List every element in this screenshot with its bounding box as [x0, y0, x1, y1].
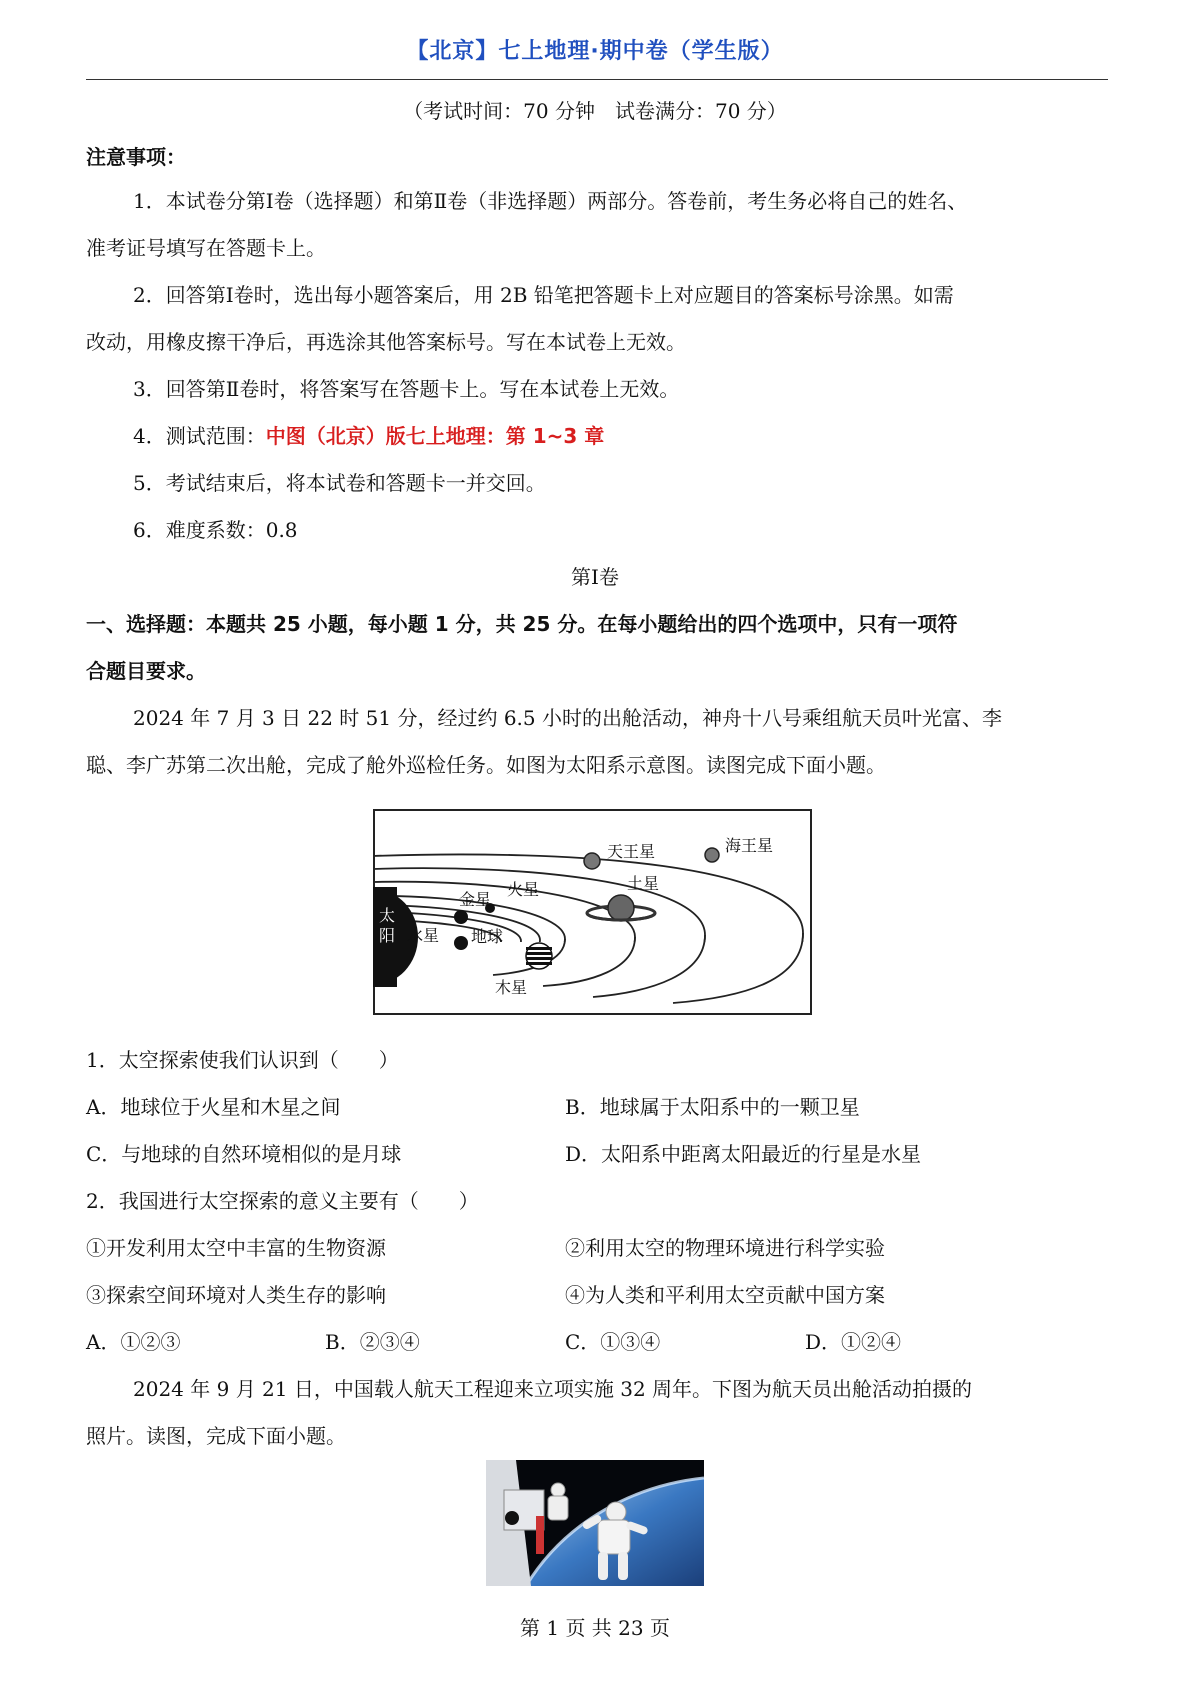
- note-item-5: 5．考试结束后，将本试卷和答题卡一并交回。: [133, 471, 546, 495]
- section-heading-line-2: 合题目要求。: [86, 659, 206, 683]
- uranus-icon: [584, 853, 600, 869]
- uranus-label: 天王星: [607, 842, 656, 861]
- question-2-statement-3: ③探索空间环境对人类生存的影响: [86, 1283, 386, 1307]
- question-2-statement-2: ②利用太空的物理环境进行科学实验: [565, 1236, 885, 1260]
- note-item-6: 6．难度系数：0.8: [133, 518, 298, 542]
- header-title: 【北京】七上地理·期中卷（学生版）: [406, 39, 784, 64]
- section-heading-line-1: 一、选择题：本题共 25 小题，每小题 1 分，共 25 分。在每小题给出的四个选项中，只有一项符: [86, 612, 958, 636]
- earth-icon: [454, 936, 468, 950]
- note-item-3: 3．回答第Ⅱ卷时，将答案写在答题卡上。写在本试卷上无效。: [133, 377, 680, 401]
- note-item-1-line-2: 准考证号填写在答题卡上。: [86, 236, 326, 260]
- question-2-option-c: C．①③④: [565, 1330, 661, 1354]
- neptune-label: 海王星: [725, 836, 774, 855]
- earth-label: 地球: [471, 927, 504, 946]
- jupiter-label: 木星: [495, 978, 528, 997]
- passage-2-line-1: 2024 年 9 月 21 日，中国载人航天工程迎来立项实施 32 周年。下图为航天员出舱活动拍摄的: [133, 1377, 973, 1401]
- question-2-statement-4: ④为人类和平利用太空贡献中国方案: [565, 1283, 885, 1307]
- station-hatch: [505, 1511, 519, 1525]
- passage-2-line-2: 照片。读图，完成下面小题。: [86, 1424, 346, 1448]
- question-2-option-a: A．①②③: [86, 1330, 181, 1354]
- question-1-option-b: B．地球属于太阳系中的一颗卫星: [565, 1095, 860, 1119]
- solar-system-diagram: [373, 809, 812, 1015]
- note-item-4-prefix: 4．测试范围：: [133, 424, 266, 448]
- question-1-option-d: D．太阳系中距离太阳最近的行星是水星: [565, 1142, 922, 1166]
- question-2-stem: 2．我国进行太空探索的意义主要有（ ）: [86, 1189, 479, 1213]
- venus-icon: [454, 910, 468, 924]
- astronaut-spacewalk-photo: [486, 1460, 704, 1586]
- question-1-option-a: A．地球位于火星和木星之间: [86, 1095, 341, 1119]
- jupiter-icon: [526, 943, 552, 969]
- question-1-stem: 1．太空探索使我们认识到（ ）: [86, 1048, 399, 1072]
- question-2-statement-1: ①开发利用太空中丰富的生物资源: [86, 1236, 386, 1260]
- volume-title: 第Ⅰ卷: [571, 565, 619, 589]
- note-item-1-line-1: 1．本试卷分第Ⅰ卷（选择题）和第Ⅱ卷（非选择题）两部分。答卷前，考生务必将自己的姓名、: [133, 189, 968, 213]
- sun-label-1: 太: [378, 906, 396, 925]
- venus-label: 金星: [459, 890, 492, 909]
- note-item-4: [133, 422, 1157, 450]
- notes-heading: 注意事项：: [86, 145, 186, 169]
- passage-1-line-1: 2024 年 7 月 3 日 22 时 51 分，经过约 6.5 小时的出舱活动，神舟十八号乘组航天员叶光富、李: [133, 706, 1002, 730]
- exam-info: （考试时间：70 分钟 试卷满分：70 分）: [403, 99, 787, 123]
- note-item-2-line-2: 改动，用橡皮擦干净后，再选涂其他答案标号。写在本试卷上无效。: [86, 330, 686, 354]
- question-2-option-b: B．②③④: [325, 1330, 420, 1354]
- saturn-label: 土星: [627, 874, 660, 893]
- note-item-2-line-1: 2．回答第Ⅰ卷时，选出每小题答案后，用 2B 铅笔把答题卡上对应题目的答案标号涂黑。如需: [133, 283, 954, 307]
- question-2-option-d: D．①②④: [805, 1330, 902, 1354]
- header-divider: [86, 79, 1108, 80]
- sun-label-2: 阳: [378, 926, 396, 945]
- question-1-option-c: C．与地球的自然环境相似的是月球: [86, 1142, 402, 1166]
- robotic-arm: [536, 1516, 544, 1554]
- mars-label: 火星: [507, 880, 540, 899]
- test-range: 中图（北京）版七上地理：第 1~3 章: [265, 424, 605, 448]
- passage-1-line-2: 聪、李广苏第二次出舱，完成了舱外巡检任务。如图为太阳系示意图。读图完成下面小题。: [86, 753, 886, 777]
- page-number: 第 1 页 共 23 页: [520, 1616, 670, 1640]
- neptune-icon: [705, 848, 719, 862]
- mercury-label: 水星: [407, 926, 440, 945]
